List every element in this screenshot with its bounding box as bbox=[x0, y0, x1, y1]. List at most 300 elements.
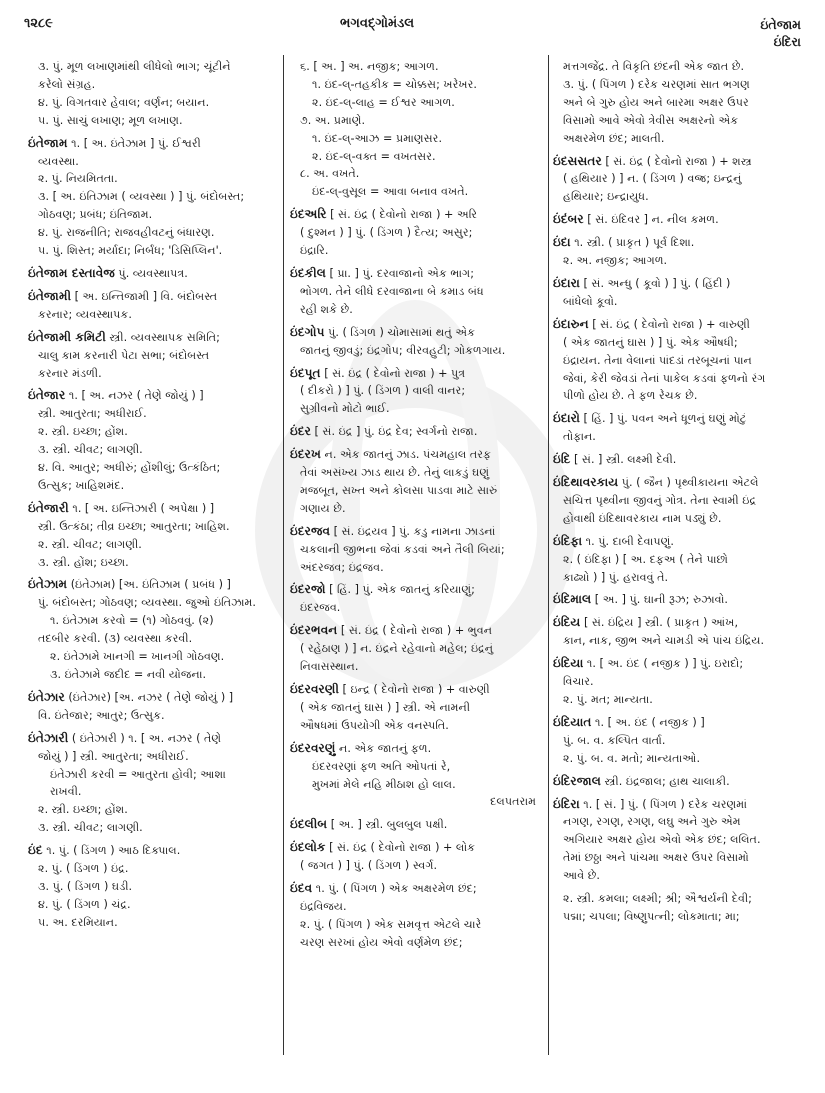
entry-line bbox=[28, 860, 272, 878]
definition-text: ૩. સ્ત્રી. ચીવટ; લાગણી. bbox=[38, 821, 143, 835]
entry-line bbox=[28, 242, 272, 260]
definition-text: ૩. પું. ( પિંગળ ) દરેક ચરણમાં સાત ભગણ bbox=[563, 77, 750, 91]
definition-text: ઇંતેઝારી કરવી = આતુરતા હોવી; આશા bbox=[50, 767, 226, 781]
entry-line bbox=[290, 112, 540, 130]
entry-line bbox=[28, 648, 272, 666]
definition-text: સચિત્ત પૃથ્વીના જીવનું ગોત્ર. તેના સ્વામી ઇંદ્ર bbox=[563, 493, 757, 507]
definition-text: ૨. ઇંદ-લ્-લાહ = ઈશ્વર આગળ. bbox=[312, 95, 455, 109]
definition-text: ૧. પું. ( ડિંગળ ) આઠ દિક્પાલ. bbox=[42, 844, 181, 858]
definition-text: ૩. પું. ( ડિંગળ ) ઘડી. bbox=[38, 879, 133, 893]
entry-headword-line bbox=[553, 474, 801, 492]
guide-word-first: ઇંતેજામ bbox=[760, 17, 801, 32]
definition-text: પીળો હોય છે. તે ફળ રેચક છે. bbox=[563, 389, 698, 403]
definition-text: પું. ( ડિંગળ ) ચોમાસામાં થતું એક bbox=[324, 325, 476, 339]
definition-text: ૪. પું. વિગતવાર હેવાલ; વર્ણન; બયાન. bbox=[38, 95, 210, 109]
definition-text: ઇંદ્રારિ. bbox=[300, 244, 329, 258]
entry-line bbox=[553, 334, 801, 352]
entry-headword-line bbox=[290, 622, 540, 640]
entry-headword-line bbox=[290, 839, 540, 857]
definition-text: [ હિં. ] પું. એક જાતનું કરિયાણું; bbox=[325, 583, 475, 597]
entry-headword-line bbox=[290, 681, 540, 699]
entry-line bbox=[28, 801, 272, 819]
definition-text: અને બે ગુરુ હોય અને બારમા અક્ષર ઉપર bbox=[563, 95, 749, 109]
entry-line bbox=[553, 293, 801, 311]
entry-line bbox=[290, 559, 540, 577]
entry-line bbox=[28, 878, 272, 896]
definition-text: [ સં. ] સ્ત્રી. લક્ષ્મી દેવી. bbox=[570, 453, 677, 467]
definition-text: ૨. સ્ત્રી. ચીવટ; લાગણી. bbox=[38, 537, 142, 551]
entry-line bbox=[28, 76, 272, 94]
headword: ઇંતેજામ દસ્તાવેજ bbox=[28, 265, 115, 280]
entry-headword-line bbox=[553, 714, 801, 732]
entry-headword-line bbox=[28, 576, 272, 594]
entry-line bbox=[290, 717, 540, 735]
page-header bbox=[0, 12, 825, 52]
definition-text: રાખવી. bbox=[50, 785, 82, 799]
headword: ઇંદિફા bbox=[553, 533, 583, 548]
entry-line bbox=[290, 793, 540, 811]
entry-line bbox=[28, 459, 272, 477]
definition-text: તોફાન. bbox=[563, 430, 596, 444]
entry-line bbox=[290, 165, 540, 183]
entry-line bbox=[28, 423, 272, 441]
entry-line bbox=[290, 898, 540, 916]
dictionary-column-3 bbox=[553, 58, 801, 926]
entry-line bbox=[290, 94, 540, 112]
entry-line bbox=[28, 206, 272, 224]
definition-text: [ સં. ઇંદ્ર ( દેવોનો રાજા ) + અરિ bbox=[326, 208, 478, 222]
definition-text: અંદરજવ; ઇંદ્રજવ. bbox=[300, 560, 384, 574]
definition-text: ( ઇંતેઝારી ) ૧. [ અ. નઝર ( તેણે bbox=[68, 731, 222, 745]
entry-line bbox=[290, 541, 540, 559]
definition-text: ૩. [ અ. ઇંતિઝામ ( વ્યવસ્થા ) ] પું. બંદોબસ્ત; bbox=[38, 190, 245, 204]
entry-line bbox=[553, 76, 801, 94]
entry-line bbox=[28, 153, 272, 171]
definition-text: ૬. [ અ. ] અ. નજીક; આગળ. bbox=[300, 60, 439, 73]
definition-text: ૨. પું. નિયમિતતા. bbox=[38, 172, 118, 186]
headword: ઇંદલોક bbox=[290, 840, 326, 855]
definition-text: ૧. [ સં. ] પું. ( પિંગળ ) દરેક ચરણમાં bbox=[579, 797, 747, 811]
headword: ઇંદિરા bbox=[553, 796, 580, 811]
definition-text: ચાલુ કામ કરનારી પેટા સભા; બંદોબસ્ત bbox=[38, 348, 210, 362]
entry-line bbox=[553, 867, 801, 885]
definition-text: જાતનું જીવડું; ઇંદ્રગોપ; વીરવહુટી; ગોકળગાય. bbox=[300, 343, 506, 357]
entry-headword-line bbox=[28, 135, 272, 153]
definition-text: પું. બંદોબસ્ત; ગોઠવણ; વ્યવસ્થા. જુઓ ઇંતિઝામ. bbox=[38, 596, 256, 610]
definition-text: ન. એક જાતનું ઝાડ. પંચમહાલ તરફ bbox=[320, 448, 492, 462]
entry-line bbox=[290, 482, 540, 500]
headword: ઇંદારો bbox=[553, 411, 580, 426]
definition-text: ૫. પું. સાચું લખાણ; મૂળ લખાણ. bbox=[38, 113, 183, 127]
entry-line bbox=[553, 732, 801, 750]
definition-text: ( દુશ્મન ) ] પું. ( ડિંગળ ) દૈત્ય; અસુર; bbox=[300, 226, 473, 240]
definition-text: ( જગત ) ] પું. ( ડિંગળ ) સ્વર્ગ. bbox=[300, 859, 438, 873]
definition-text: સ્ત્રી. ઇંદ્રજાલ; હાથ ચાલાકી. bbox=[600, 774, 730, 788]
definition-text: ૫. અ. દરમિયાન. bbox=[38, 915, 118, 929]
definition-text: ગણાય છે. bbox=[300, 501, 346, 515]
headword: ઇંદઅરિ bbox=[290, 207, 327, 222]
definition-text: ૨. સ્ત્રી. ઇચ્છા; હોંશ. bbox=[38, 425, 128, 439]
entry-line bbox=[290, 464, 540, 482]
definition-text: સ્ત્રી. ઉત્કંઠા; તીવ્ર ઇચ્છા; આતુરતા; ખાહિશ. bbox=[38, 519, 230, 533]
definition-text: રહી શકે છે. bbox=[300, 302, 353, 316]
definition-text: ઉત્સુક; ખાહિશમંદ. bbox=[38, 478, 125, 492]
definition-text: [ સં. ઇંદ્ર ( દેવોનો રાજા ) + પુત્ર bbox=[320, 366, 466, 380]
entry-line bbox=[290, 599, 540, 617]
entry-headword-line bbox=[28, 329, 272, 347]
definition-text: ( એક જાતનું ઘાસ ) ] સ્ત્રી. એ નામની bbox=[300, 700, 471, 714]
entry-line bbox=[553, 112, 801, 130]
definition-text: (ઇંતેઝામ) [અ. ઇંતિઝામ ( પ્રબંધ ) ] bbox=[67, 578, 231, 592]
entry-line bbox=[553, 831, 801, 849]
definition-text: ૧. ઇંતેઝામ કરવો = (૧) ગોઠવવું. (૨) bbox=[50, 614, 214, 628]
entry-line bbox=[28, 819, 272, 837]
definition-text: તદબીર કરવી. (૩) વ્યવસ્થા કરવી. bbox=[38, 632, 193, 646]
headword: ઇંદિથાવરકાય bbox=[553, 475, 619, 490]
entry-line bbox=[28, 188, 272, 206]
definition-text: [ ઇન્દ્ર ( દેવોનો રાજા ) + વારુણી bbox=[338, 683, 490, 696]
definition-text: ૧. [ અ. ઇંદ ( નજીક ) ] bbox=[591, 715, 705, 729]
definition-text: ૩. પું. મૂળ લખાણમાંથી લીધેલો ભાગ; ચૂંટીને bbox=[38, 60, 231, 73]
definition-text: ૧. ઇંદ-લ્-આઝ = પ્રમાણસર. bbox=[312, 131, 443, 145]
definition-text: [ સં. ઇંદ્રિય ] સ્ત્રી. ( પ્રાકૃત ) આંખ, bbox=[580, 616, 739, 630]
entry-line bbox=[553, 691, 801, 709]
definition-text: બાંધેલો કૂવો. bbox=[563, 294, 618, 308]
definition-text: ૧. સ્ત્રી. ( પ્રાકૃત ) પૂર્વ દિશા. bbox=[570, 236, 695, 250]
definition-text: પું. ( જૈન ) પૃથ્વીકાયના એટલે bbox=[618, 476, 759, 490]
definition-text: [ સં. ઇંદ્રયવ ] પું. કડુ નામના ઝાડનાં bbox=[330, 524, 496, 538]
definition-text: ૪. પું. રાજનીતિ; રાજવહીવટનું બંધારણ. bbox=[38, 226, 215, 240]
definition-text: ૧. ઇંદ-લ્-તહકીક = ચોક્કસ; ખરેખર. bbox=[312, 77, 477, 91]
entry-line bbox=[553, 58, 801, 76]
definition-text: ચકલાની જીભના જેવાં કડવાં અને તૈલી બિયાં; bbox=[300, 542, 505, 556]
definition-text: વિ. ઇંતેજાર; આતુર; ઉત્સુક. bbox=[38, 708, 165, 722]
entry-line bbox=[28, 306, 272, 324]
definition-text: કાઢ્યો ) ] પું. હરાવવું તે. bbox=[563, 570, 669, 584]
entry-line bbox=[290, 934, 540, 952]
entry-line bbox=[553, 890, 801, 908]
definition-text: [ સં. અન્ધુ ( કૂવો ) ] પું. ( હિંદી ) bbox=[579, 276, 731, 290]
entry-line bbox=[28, 518, 272, 536]
entry-line bbox=[553, 188, 801, 206]
entry-line bbox=[28, 112, 272, 130]
entry-line bbox=[553, 813, 801, 831]
entry-line bbox=[28, 224, 272, 242]
entry-headword-line bbox=[290, 816, 540, 834]
definition-text: જેવાં, કેરી જેવડાં તેનાં પાકેલ કડવાં ફળનો રંગ bbox=[563, 371, 766, 385]
headword: ઇંદરવરણું bbox=[290, 740, 336, 755]
entry-headword-line bbox=[553, 591, 801, 609]
definition-text: ૮. અ. વખતે. bbox=[300, 167, 360, 181]
definition-text: વિચાર. bbox=[563, 675, 594, 689]
definition-text: ૪. પું. ( ડિંગળ ) ચંદ્ર. bbox=[38, 897, 131, 911]
entry-headword-line bbox=[553, 773, 801, 791]
entry-headword-line bbox=[290, 740, 540, 758]
definition-text: ૨. ( ઇંદિફા ) [ અ. દફઅ ( તેને પાછો bbox=[563, 552, 728, 566]
headword: ઇંદંબર bbox=[553, 212, 584, 227]
entry-headword-line bbox=[28, 500, 272, 518]
entry-line bbox=[28, 536, 272, 554]
entry-line bbox=[553, 428, 801, 446]
definition-text: [ સં. ઇંદ્ર ( દેવોનો રાજા ) + ભુવન bbox=[337, 624, 493, 638]
entry-line bbox=[28, 441, 272, 459]
entry-line bbox=[553, 370, 801, 388]
definition-text: ૧. [ અ. ઇંતેઝામ ] પું. ઈશ્વરી bbox=[67, 136, 201, 150]
entry-headword-line bbox=[290, 880, 540, 898]
definition-text: ઔષધમાં ઉપયોગી એક વનસ્પતિ. bbox=[300, 718, 449, 732]
entry-line bbox=[290, 130, 540, 148]
entry-headword-line bbox=[290, 446, 540, 464]
definition-text: [ સં. ઇંદ્ર ( દેવોનો રાજા ) + શસ્ત્ર bbox=[601, 154, 752, 168]
definition-text: [ હિં. ] પું. પવન અને ધૂળનું ઘણું મોટું bbox=[579, 412, 747, 426]
definition-text: (ઇંતેઝાર) [અ. નઝર ( તેણે જોયું ) ] bbox=[64, 690, 234, 704]
definition-text: જોયું ) ] સ્ત્રી. આતુરતા; અધીરાઈ. bbox=[38, 749, 189, 763]
definition-text: નગણ, રગણ, રગણ, લઘુ અને ગુરુ એમ bbox=[563, 815, 741, 829]
headword: ઇંતેઝામ bbox=[28, 577, 68, 592]
definition-text: ૩. સ્ત્રી. હોંશ; ઇચ્છા. bbox=[38, 555, 129, 569]
entry-line bbox=[553, 130, 801, 148]
definition-text: [ સં. ઇંદ્ર ( દેવોનો રાજા ) + લોક bbox=[325, 841, 476, 855]
dictionary-column-1 bbox=[28, 58, 272, 932]
definition-text: અક્ષરમેળ છંદ; માલતી. bbox=[563, 131, 665, 145]
entry-headword-line bbox=[290, 581, 540, 599]
headword: ઇંદારા bbox=[553, 275, 580, 290]
headword: ઇંદ bbox=[28, 843, 43, 858]
entry-headword-line bbox=[28, 265, 272, 283]
definition-text: સુગ્રીવનો મોટો ભાઈ. bbox=[300, 402, 390, 416]
definition-text: ( દીકરો ) ] પું. ( ડિંગળ ) વાલી વાનર; bbox=[300, 384, 466, 398]
definition-text: ૨. ઇંતેઝામે ખાનગી = ખાનગી ગોઠવણ. bbox=[50, 650, 225, 664]
headword: ઇંદિ bbox=[553, 452, 571, 467]
entry-headword-line bbox=[553, 533, 801, 551]
entry-line bbox=[28, 896, 272, 914]
definition-text: ( રહેઠાણ ) ] ન. ઇંદ્રને રહેવાનો મહેલ; ઇંદ્રનું bbox=[300, 642, 494, 656]
entry-line bbox=[28, 554, 272, 572]
entry-line bbox=[290, 183, 540, 201]
entry-line bbox=[290, 400, 540, 418]
definition-text: ૧. [ અ. ઇન્તિઝારી ( અપેક્ષા ) ] bbox=[68, 501, 215, 515]
definition-text: મજબૂત, સખ્ત અને કોલસા પાડવા માટે સારું bbox=[300, 483, 498, 497]
entry-line bbox=[290, 699, 540, 717]
entry-headword-line bbox=[553, 211, 801, 229]
definition-text: કરનાર; વ્યવસ્થાપક. bbox=[38, 307, 132, 321]
definition-text: ૧. [ અ. ઇંદ ( નજીક ) ] પું. ઇરાદો; bbox=[583, 657, 744, 671]
entry-line bbox=[28, 405, 272, 423]
entry-line bbox=[290, 916, 540, 934]
entry-headword-line bbox=[290, 265, 540, 283]
entry-line bbox=[28, 170, 272, 188]
entry-line bbox=[28, 914, 272, 932]
definition-text: ( હથિયાર ) ] ન. ( ડિંગળ ) વજ્ર; ઇન્દ્રનું bbox=[563, 172, 742, 186]
entry-line bbox=[553, 510, 801, 528]
entry-line bbox=[28, 783, 272, 801]
headword: ઇંતેજામી bbox=[28, 288, 72, 303]
entry-line bbox=[28, 612, 272, 630]
definition-text: [ સં. ઇંદ્ર ( દેવોનો રાજા ) + વારુણી bbox=[588, 317, 750, 331]
entry-line bbox=[553, 849, 801, 867]
headword: ઇંદરજવ bbox=[290, 523, 331, 538]
headword: ઇંદકીલ bbox=[290, 265, 326, 280]
entry-line bbox=[290, 58, 540, 76]
definition-text: ૨. પું. બ. વ. મતો; માન્યતાઓ. bbox=[563, 751, 701, 765]
headword: ઇંદિરજાલ bbox=[553, 773, 601, 788]
headword: ઇંદર bbox=[290, 424, 311, 439]
column-divider bbox=[283, 55, 284, 1055]
entry-line bbox=[553, 673, 801, 691]
definition-text: નિવાસસ્થાન. bbox=[300, 660, 359, 674]
definition-text: ન. એક જાતનું ફળ. bbox=[335, 741, 432, 755]
definition-text: ૨. પું. ( ડિંગળ ) ઇંદ્ર. bbox=[38, 862, 129, 876]
definition-text: ૧. પું. ( પિંગળ ) એક અક્ષરમેળ છંદ; bbox=[312, 882, 477, 896]
entry-line bbox=[290, 148, 540, 166]
guide-word-last: ઇંદિરા bbox=[773, 34, 801, 49]
definition-text: સ્ત્રી. આતુરતા; અધીરાઈ. bbox=[38, 407, 147, 421]
entry-line bbox=[28, 630, 272, 648]
headword: ઇંતેજાર bbox=[28, 388, 66, 403]
entry-line bbox=[553, 170, 801, 188]
definition-text: ૫. પું. શિસ્ત; મર્યાદા; નિર્બંધ; 'ડિસિપ્લિન'. bbox=[38, 244, 223, 258]
headword: ઇંદરજો bbox=[290, 582, 326, 597]
entry-line bbox=[28, 707, 272, 725]
entry-headword-line bbox=[553, 655, 801, 673]
entry-line bbox=[290, 776, 540, 794]
definition-text: ૨. પું. મત; માન્યતા. bbox=[563, 693, 653, 706]
definition-text: ૧. પું. દાબી દેવાપણું. bbox=[582, 534, 674, 548]
entry-line bbox=[28, 766, 272, 784]
dictionary-column-2 bbox=[290, 58, 540, 952]
entry-line bbox=[290, 283, 540, 301]
definition-text: ૨. ઇંદ-લ્-વક્ત = વખતસર. bbox=[312, 149, 436, 163]
definition-text: ભોગળ. તેને લીધે દરવાજાના બે કમાડ બંધ bbox=[300, 284, 484, 298]
entry-headword-line bbox=[553, 316, 801, 334]
entry-line bbox=[553, 569, 801, 587]
definition-text: અગિયાર અક્ષર હોય એવો એક છંદ; લલિત. bbox=[563, 833, 761, 847]
headword: ઇંદિય bbox=[553, 615, 581, 630]
headword: ઇંદિયા bbox=[553, 656, 584, 671]
entry-headword-line bbox=[553, 410, 801, 428]
headword: ઇંદગોપ bbox=[290, 324, 325, 339]
entry-headword-line bbox=[553, 451, 801, 469]
definition-text: તેમાં છઠ્ઠા અને પાંચમા અક્ષર ઉપર વિસામો bbox=[563, 851, 749, 865]
definition-text: ૧. [ અ. નઝર ( તેણે જોયું ) ] bbox=[65, 389, 204, 403]
headword: ઇંતેઝારી bbox=[28, 730, 69, 745]
entry-line bbox=[28, 58, 272, 76]
definition-text: વિસામો આવે એવો ત્રેવીસ અક્ષરનો એક bbox=[563, 113, 739, 127]
headword: ઇંતેજામ bbox=[28, 135, 68, 150]
entry-line bbox=[553, 908, 801, 926]
headword: ઇંદારુન bbox=[553, 316, 589, 331]
definition-text: સ્ત્રી. વ્યવસ્થાપક સમિતિ; bbox=[105, 330, 220, 344]
headword: ઇંતેજારી bbox=[28, 500, 69, 515]
definition-text: હોવાથી ઇંદિથાવરકાય નામ પડ્યું છે. bbox=[563, 511, 722, 525]
definition-text: ૨. સ્ત્રી. કમલા; લક્ષ્મી; શ્રી; ઐશ્વર્યની દેવી; bbox=[563, 892, 752, 906]
headword: ઇંદરભવન bbox=[290, 623, 338, 638]
entry-line bbox=[290, 500, 540, 518]
column-divider bbox=[548, 55, 549, 1055]
entry-line bbox=[28, 365, 272, 383]
entry-headword-line bbox=[553, 275, 801, 293]
definition-text: કાન, નાક, જીભ અને ચામડી એ પાંચ ઇંદ્રિય. bbox=[563, 634, 765, 648]
headword: ઇંદવ bbox=[290, 881, 313, 896]
entry-line bbox=[28, 594, 272, 612]
page-number: ૧૨૮૯ bbox=[24, 16, 53, 31]
definition-text: [ સં. ઇંદિવર ] ન. નીલ કમળ. bbox=[583, 213, 719, 227]
entry-line bbox=[553, 492, 801, 510]
entry-headword-line bbox=[28, 288, 272, 306]
entry-line bbox=[28, 347, 272, 365]
guide-words bbox=[760, 16, 801, 50]
entry-headword-line bbox=[290, 523, 540, 541]
entry-headword-line bbox=[290, 423, 540, 441]
headword: ઇંદિયાત bbox=[553, 714, 592, 729]
entry-line bbox=[553, 632, 801, 650]
headword: ઇંતેજામી કમિટી bbox=[28, 329, 106, 344]
entry-line bbox=[553, 750, 801, 768]
entry-headword-line bbox=[290, 324, 540, 342]
headword: ઇંદરવરણી bbox=[290, 682, 339, 696]
definition-text: ઇંદ-લ્-વુસૂલ = આવા બનાવ વખતે. bbox=[312, 185, 469, 199]
definition-text: ૨. અ. નજીક; આગળ. bbox=[563, 254, 668, 268]
definition-text: ૨. સ્ત્રી. ઇચ્છા; હોંશ. bbox=[38, 803, 128, 817]
entry-line bbox=[290, 224, 540, 242]
definition-text: પું. બ. વ. કલ્પિત વાર્તા. bbox=[563, 733, 666, 747]
headword: ઇંદલીબ bbox=[290, 817, 328, 832]
running-title: ભગવદ્ગોમંડલ bbox=[340, 16, 415, 31]
definition-text: મત્તગજેંદ્ર. તે વિકૃતિ છંદની એક જાત છે. bbox=[563, 60, 745, 73]
entry-line bbox=[290, 301, 540, 319]
definition-text: કરનાર મંડળી. bbox=[38, 366, 102, 380]
definition-text: [ પ્રા. ] પું. દરવાજાનો એક ભાગ; bbox=[325, 266, 474, 280]
entry-headword-line bbox=[28, 387, 272, 405]
entry-headword-line bbox=[28, 689, 272, 707]
entry-headword-line bbox=[553, 796, 801, 814]
definition-text: ( એક જાતનું ઘાસ ) ] પું. એક ઔષધી; bbox=[563, 335, 738, 349]
entry-line bbox=[28, 748, 272, 766]
definition-text: ઇંદરવરણાં ફળ અતિ ઓપતાં રે, bbox=[312, 759, 451, 773]
headword: ઇંદપૂત bbox=[290, 365, 321, 380]
entry-line bbox=[290, 382, 540, 400]
entry-line bbox=[553, 387, 801, 405]
headword: ઇંતેઝાર bbox=[28, 689, 65, 704]
entry-line bbox=[553, 252, 801, 270]
entry-line bbox=[553, 352, 801, 370]
definition-text: [ અ. ઇન્તિજામી ] વિ. બંદોબસ્ત bbox=[71, 289, 218, 303]
definition-text: [ સં. ઇંદ્ર ] પું. ઇંદ્ર દેવ; સ્વર્ગનો રાજા. bbox=[310, 425, 478, 439]
definition-text: ૩. ઇંતેઝામે જદીદ = નવી યોજના. bbox=[50, 668, 207, 681]
definition-text: મુખમાં મેલે નહિ મીઠાશ હો લાલ. bbox=[312, 777, 456, 791]
entry-headword-line bbox=[290, 365, 540, 383]
definition-text: ગોઠવણ; પ્રબંધ; ઇંતિજામ. bbox=[38, 208, 153, 222]
definition-text: ઇંદ્રાયન. તેના વેલાનાં પાંદડાં તરબૂચનાં પાન bbox=[563, 353, 752, 367]
definition-text: આવે છે. bbox=[563, 869, 600, 883]
definition-text: દલપતરામ bbox=[490, 795, 536, 809]
definition-text: ૩. સ્ત્રી. ચીવટ; લાગણી. bbox=[38, 443, 143, 457]
entry-line bbox=[553, 94, 801, 112]
definition-text: ચરણ સરખાં હોય એવો વર્ણમેળ છંદ; bbox=[300, 935, 463, 949]
definition-text: ઇંદ્રવિજય. bbox=[300, 899, 347, 913]
definition-text: ૨. પું. ( પિંગળ ) એક સમવૃત્ત એટલે ચારે bbox=[300, 917, 482, 931]
entry-line bbox=[290, 76, 540, 94]
entry-headword-line bbox=[28, 730, 272, 748]
entry-headword-line bbox=[553, 153, 801, 171]
entry-line bbox=[290, 857, 540, 875]
definition-text: તેવાં અસંખ્ય ઝાડ થાય છે. તેનું લાકડું ઘણું bbox=[300, 466, 490, 480]
headword: ઇંદસસતર bbox=[553, 153, 602, 168]
entry-headword-line bbox=[28, 842, 272, 860]
definition-text: ઇંદરજવ. bbox=[300, 601, 341, 615]
headword: ઇંદરખ bbox=[290, 447, 321, 462]
entry-line bbox=[290, 640, 540, 658]
